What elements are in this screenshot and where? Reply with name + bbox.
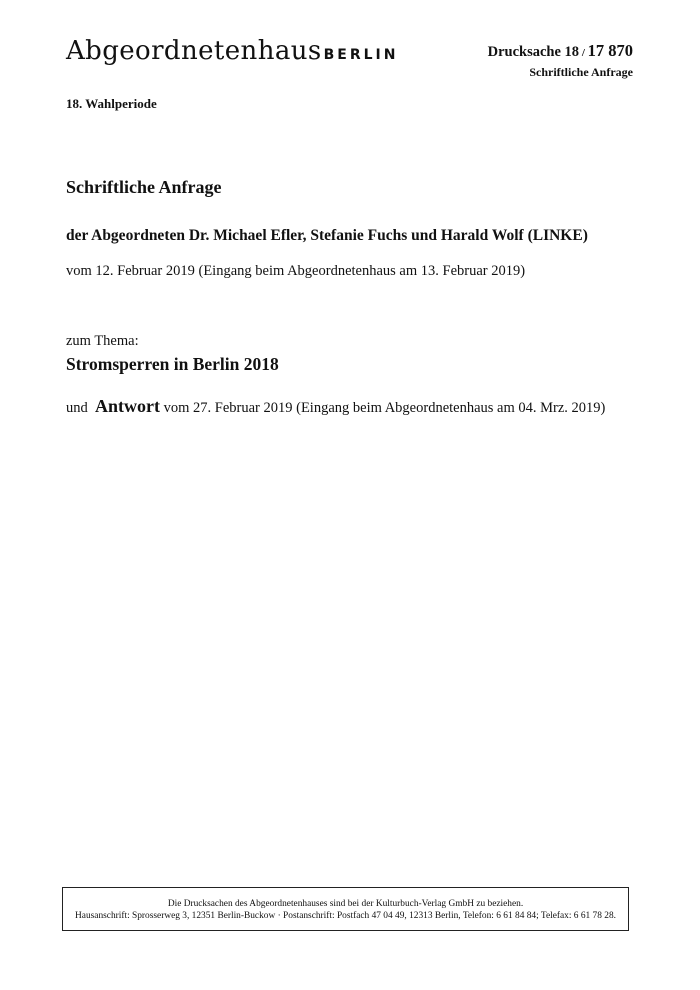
logo-city: BERLIN — [323, 47, 399, 63]
document-slash: / — [579, 47, 588, 59]
members-line: der Abgeordneten Dr. Michael Efler, Stefanie Fuchs und Harald Wolf (LINKE) — [66, 227, 588, 244]
footer-line-1: Die Drucksachen des Abgeordnetenhauses sind bei der Kulturbuch-Verlag GmbH zu beziehen. — [167, 899, 524, 909]
answer-prefix: und — [66, 400, 88, 416]
logo-wordmark: Abgeordnetenhaus — [66, 36, 322, 66]
answer-date: vom 27. Februar 2019 (Eingang beim Abgeordnetenhaus am 04. Mrz. 2019) — [160, 400, 606, 416]
parliament-logo — [66, 38, 399, 64]
document-number: 17 870 — [587, 41, 633, 60]
legislative-period: 18. Wahlperiode — [66, 96, 157, 111]
date-line: vom 12. Februar 2019 (Eingang beim Abgeordnetenhaus am 13. Februar 2019) — [66, 263, 526, 279]
answer-word: Antwort — [95, 396, 160, 416]
footer-box — [62, 887, 629, 931]
page-title: Schriftliche Anfrage — [66, 177, 222, 197]
topic-title: Stromsperren in Berlin 2018 — [66, 354, 279, 374]
answer-line — [66, 396, 605, 417]
footer-line-2: Hausanschrift: Sprosserweg 3, 12351 Berlin-Buckow · Postanschrift: Postfach 47 04 49, 12313 Berlin, Telefon: 6 61 84 84; Telefax: 6 61 78 28. — [75, 911, 616, 921]
document-label: Drucksache 18 — [487, 44, 580, 60]
topic-label: zum Thema: — [66, 333, 139, 349]
document-reference — [488, 41, 633, 61]
document-type: Schriftliche Anfrage — [529, 65, 633, 79]
